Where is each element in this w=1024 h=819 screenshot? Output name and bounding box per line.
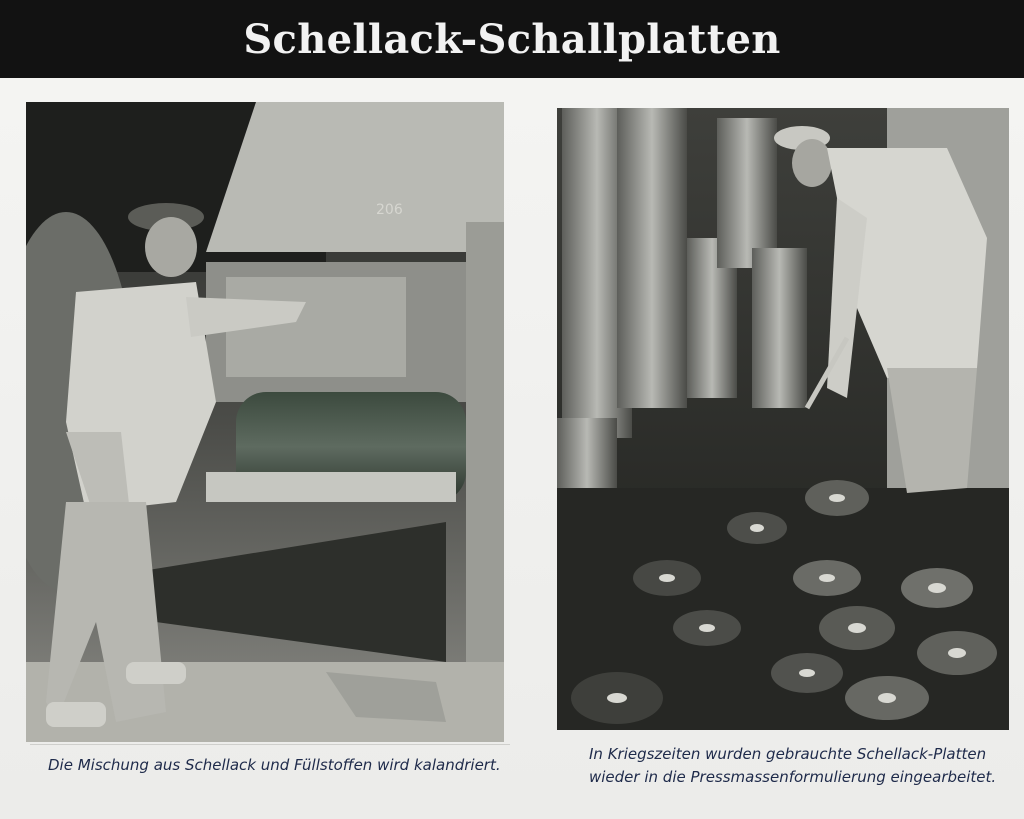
exhibit-panel [0, 78, 1024, 819]
title-bar [0, 0, 1024, 78]
record-recycling-photo [557, 108, 1009, 730]
machine-hood [206, 102, 504, 252]
record-recycling-illustration [557, 108, 1009, 730]
caption-left [48, 754, 518, 777]
calender-machine-illustration [26, 102, 504, 742]
caption-left-line: Die Mischung aus Schellack und Füllstoffen wird kalandriert. [48, 756, 501, 774]
caption-divider [30, 744, 510, 745]
caption-right-line-1: In Kriegszeiten wurden gebrauchte Schellack-Platten [589, 745, 987, 763]
caption-right-line-2: wieder in die Pressmassenformulierung eingearbeitet. [589, 768, 997, 786]
caption-right [589, 743, 1019, 789]
page-title: Schellack-Schallplatten [243, 15, 781, 63]
calender-machine-photo [26, 102, 504, 742]
plate-number: 206 [376, 202, 403, 218]
